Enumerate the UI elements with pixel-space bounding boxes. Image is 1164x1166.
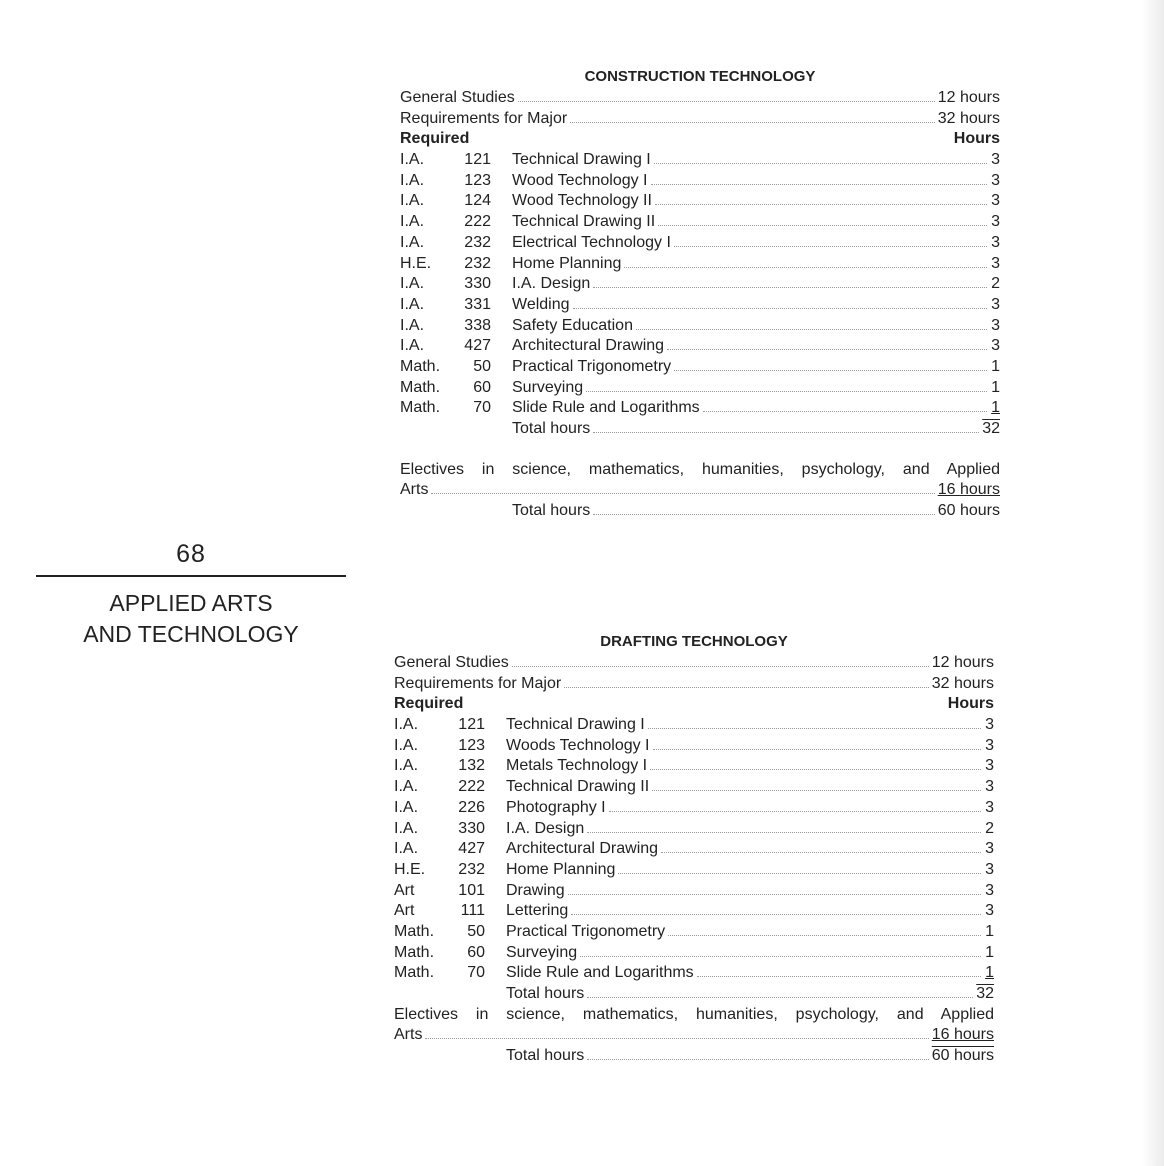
- dot-leader: [570, 121, 935, 123]
- course-row: [400, 150, 1000, 171]
- major-requirements-hours: 32 hours: [931, 674, 994, 692]
- total-value: 32: [982, 420, 1000, 437]
- dot-leader: [512, 665, 929, 667]
- grand-total-value: 60 hours: [931, 1047, 994, 1065]
- course-dept: I.A.: [400, 275, 425, 293]
- scan-edge-shadow: [1142, 0, 1164, 1166]
- course-name-cell: [506, 798, 994, 819]
- course-name-cell: [506, 756, 994, 777]
- dot-leader: [580, 955, 981, 957]
- dot-leader: [593, 431, 979, 433]
- course-row: [394, 839, 994, 860]
- dot-leader: [654, 162, 987, 164]
- course-hours: 3: [991, 233, 1000, 251]
- course-name: Slide Rule and Logarithms: [512, 399, 700, 417]
- total-label: Total hours: [506, 985, 585, 1002]
- required-label: Required: [394, 695, 464, 713]
- course-number: 50: [467, 922, 485, 940]
- course-name-cell: [506, 963, 994, 984]
- total-row: [394, 984, 994, 1005]
- dot-leader: [568, 893, 981, 895]
- electives-line2-row: [400, 480, 1000, 501]
- course-dept: I.A.: [400, 337, 425, 355]
- major-requirements-row: [400, 109, 1000, 130]
- course-number: 132: [458, 757, 485, 775]
- course-hours: 3: [985, 840, 994, 858]
- grand-total-row: [394, 1046, 994, 1067]
- required-header-row: [394, 694, 994, 715]
- drafting-technology-program: [394, 631, 994, 1067]
- course-number: 70: [473, 399, 491, 417]
- dot-leader: [667, 348, 987, 350]
- course-row: [400, 357, 1000, 378]
- program-title: DRAFTING TECHNOLOGY: [600, 633, 788, 650]
- course-row: [400, 378, 1000, 399]
- course-hours: 3: [991, 295, 1000, 313]
- course-number: 338: [464, 316, 491, 334]
- total-row: [400, 419, 1000, 440]
- dot-leader: [593, 513, 934, 515]
- course-name: Wood Technology I: [512, 171, 648, 189]
- course-dept: I.A.: [394, 819, 419, 837]
- course-name: Technical Drawing II: [512, 213, 656, 231]
- course-row: [394, 922, 994, 943]
- course-hours: 3: [985, 881, 994, 899]
- course-row: [394, 777, 994, 798]
- course-number: 232: [458, 860, 485, 878]
- dot-leader: [573, 307, 987, 309]
- course-hours: 1: [991, 378, 1000, 396]
- course-number: 427: [464, 337, 491, 355]
- course-dept: I.A.: [400, 233, 425, 251]
- course-name: Architectural Drawing: [512, 337, 665, 355]
- course-name-cell: [512, 336, 1000, 357]
- hours-label: Hours: [947, 695, 994, 713]
- course-hours: 1: [985, 922, 994, 940]
- spacer: [400, 440, 1000, 460]
- general-studies-hours: 12 hours: [937, 89, 1000, 106]
- course-list: [394, 715, 994, 984]
- course-name-cell: [506, 860, 994, 881]
- course-name-cell: [512, 254, 1000, 275]
- course-dept: H.E.: [394, 860, 426, 878]
- course-name: Drawing: [506, 881, 565, 899]
- course-row: [394, 756, 994, 777]
- course-row: [400, 254, 1000, 275]
- course-name: Photography I: [506, 798, 606, 816]
- major-requirements-label: Requirements for Major: [394, 674, 562, 692]
- course-row: [400, 212, 1000, 233]
- course-hours: 3: [985, 860, 994, 878]
- electives-line2: Arts: [400, 481, 429, 499]
- course-name: Technical Drawing II: [506, 778, 650, 796]
- course-name-cell: [512, 274, 1000, 295]
- course-name-cell: [506, 943, 994, 964]
- course-dept: I.A.: [394, 798, 419, 816]
- dot-leader: [697, 975, 981, 977]
- dot-leader: [652, 789, 981, 791]
- course-name: Slide Rule and Logarithms: [506, 964, 694, 982]
- course-dept: I.A.: [400, 171, 425, 189]
- course-row: [400, 171, 1000, 192]
- course-dept: I.A.: [400, 295, 425, 313]
- course-dept: Art: [394, 902, 415, 920]
- course-number: 222: [464, 213, 491, 231]
- course-name-cell: [506, 922, 994, 943]
- course-name-cell: [506, 777, 994, 798]
- course-dept: Math.: [394, 943, 435, 961]
- course-name: Woods Technology I: [506, 736, 650, 754]
- course-name-cell: [512, 357, 1000, 378]
- course-hours: 1: [985, 943, 994, 961]
- electives-line1: Electives in science, mathematics, humanities, psychology, and Applied: [400, 460, 1000, 478]
- major-requirements-row: [394, 674, 994, 695]
- course-row: [394, 963, 994, 984]
- course-dept: Math.: [400, 399, 441, 417]
- course-row: [400, 398, 1000, 419]
- dot-leader: [609, 810, 981, 812]
- course-number: 70: [467, 964, 485, 982]
- course-name: I.A. Design: [512, 275, 591, 293]
- dot-leader: [587, 1058, 928, 1060]
- course-number: 331: [464, 295, 491, 313]
- course-name-cell: [512, 212, 1000, 233]
- course-number: 101: [458, 881, 485, 899]
- grand-total-label: Total hours: [506, 1047, 585, 1065]
- general-studies-label: General Studies: [400, 89, 515, 106]
- course-dept: I.A.: [394, 840, 419, 858]
- dot-leader: [703, 410, 987, 412]
- course-name: Technical Drawing I: [512, 151, 651, 169]
- course-hours: 3: [991, 254, 1000, 272]
- course-number: 123: [458, 736, 485, 754]
- course-name-cell: [512, 150, 1000, 171]
- course-number: 226: [458, 798, 485, 816]
- course-number: 427: [458, 840, 485, 858]
- course-name: Surveying: [512, 378, 584, 396]
- page-number: 68: [176, 540, 206, 568]
- dot-leader: [431, 492, 934, 494]
- course-number: 121: [464, 151, 491, 169]
- course-hours: 3: [985, 778, 994, 796]
- course-hours: 3: [991, 316, 1000, 334]
- course-dept: I.A.: [400, 213, 425, 231]
- dot-leader: [653, 748, 982, 750]
- general-studies-hours: 12 hours: [931, 654, 994, 671]
- course-row: [394, 715, 994, 736]
- course-number: 232: [464, 233, 491, 251]
- hours-label: Hours: [953, 130, 1000, 148]
- dot-leader: [661, 851, 981, 853]
- dot-leader: [586, 390, 987, 392]
- course-name: Technical Drawing I: [506, 716, 645, 734]
- dot-leader: [587, 996, 973, 998]
- electives-line2: Arts: [394, 1026, 423, 1044]
- dot-leader: [655, 203, 987, 205]
- course-name-cell: [512, 171, 1000, 192]
- dot-leader: [593, 286, 987, 288]
- total-label: Total hours: [512, 420, 591, 437]
- course-hours: 1: [985, 964, 994, 982]
- course-hours: 1: [991, 357, 1000, 375]
- course-dept: I.A.: [394, 778, 419, 796]
- course-name-cell: [506, 736, 994, 757]
- course-row: [400, 336, 1000, 357]
- course-list: [400, 150, 1000, 419]
- section-title-line1: APPLIED ARTS: [109, 590, 273, 616]
- course-name-cell: [512, 191, 1000, 212]
- course-dept: Math.: [400, 357, 441, 375]
- course-dept: Math.: [400, 378, 441, 396]
- grand-total-value: 60 hours: [937, 502, 1000, 520]
- course-hours: 3: [991, 337, 1000, 355]
- course-row: [400, 316, 1000, 337]
- dot-leader: [624, 266, 987, 268]
- course-name-cell: [506, 901, 994, 922]
- dot-leader: [668, 934, 981, 936]
- course-name-cell: [512, 398, 1000, 419]
- course-number: 60: [467, 943, 485, 961]
- course-row: [400, 295, 1000, 316]
- course-hours: 3: [985, 757, 994, 775]
- course-name-cell: [506, 839, 994, 860]
- course-row: [400, 191, 1000, 212]
- course-hours: 2: [991, 275, 1000, 293]
- dot-leader: [674, 369, 987, 371]
- dot-leader: [658, 224, 987, 226]
- dot-leader: [650, 768, 981, 770]
- course-number: 330: [458, 819, 485, 837]
- course-dept: I.A.: [394, 757, 419, 775]
- dot-leader: [425, 1037, 928, 1039]
- program-title: CONSTRUCTION TECHNOLOGY: [584, 68, 816, 85]
- course-name-cell: [506, 819, 994, 840]
- course-number: 50: [473, 357, 491, 375]
- course-name: Lettering: [506, 902, 569, 920]
- general-studies-row: [394, 653, 994, 674]
- major-requirements-hours: 32 hours: [937, 109, 1000, 127]
- course-name: Home Planning: [512, 254, 622, 272]
- sidebar-rule: [36, 575, 346, 577]
- course-row: [394, 901, 994, 922]
- grand-total-label: Total hours: [512, 502, 591, 520]
- course-name-cell: [512, 295, 1000, 316]
- course-name-cell: [506, 715, 994, 736]
- course-hours: 3: [985, 736, 994, 754]
- electives-line1: Electives in science, mathematics, humanities, psychology, and Applied: [394, 1005, 994, 1023]
- course-row: [394, 819, 994, 840]
- total-value: 32: [976, 985, 994, 1002]
- course-hours: 2: [985, 819, 994, 837]
- dot-leader: [571, 913, 981, 915]
- course-name-cell: [512, 233, 1000, 254]
- electives-hours: 16 hours: [937, 481, 1000, 499]
- dot-leader: [587, 831, 981, 833]
- course-name: Practical Trigonometry: [512, 357, 672, 375]
- course-row: [394, 943, 994, 964]
- general-studies-row: [400, 88, 1000, 109]
- course-row: [400, 233, 1000, 254]
- required-header-row: [400, 129, 1000, 150]
- course-number: 121: [458, 716, 485, 734]
- course-dept: H.E.: [400, 254, 432, 272]
- section-title: [36, 588, 346, 650]
- course-name: Metals Technology I: [506, 757, 648, 775]
- course-name-cell: [506, 881, 994, 902]
- course-name: Safety Education: [512, 316, 633, 334]
- course-name: Home Planning: [506, 860, 616, 878]
- course-hours: 3: [991, 192, 1000, 210]
- course-name: Welding: [512, 295, 570, 313]
- course-number: 124: [464, 192, 491, 210]
- course-name: Wood Technology II: [512, 192, 652, 210]
- course-hours: 3: [985, 798, 994, 816]
- course-dept: I.A.: [400, 151, 425, 169]
- required-label: Required: [400, 130, 470, 148]
- course-dept: I.A.: [400, 192, 425, 210]
- course-hours: 3: [985, 902, 994, 920]
- general-studies-label: General Studies: [394, 654, 509, 671]
- course-row: [400, 274, 1000, 295]
- course-hours: 3: [991, 171, 1000, 189]
- course-row: [394, 860, 994, 881]
- course-row: [394, 881, 994, 902]
- course-row: [394, 736, 994, 757]
- course-dept: Math.: [394, 922, 435, 940]
- course-hours: 3: [985, 716, 994, 734]
- electives-hours: 16 hours: [931, 1026, 994, 1044]
- course-name-cell: [512, 316, 1000, 337]
- course-number: 232: [464, 254, 491, 272]
- course-name: Architectural Drawing: [506, 840, 659, 858]
- course-number: 330: [464, 275, 491, 293]
- course-hours: 3: [991, 213, 1000, 231]
- course-hours: 1: [991, 399, 1000, 417]
- course-name: I.A. Design: [506, 819, 585, 837]
- course-dept: I.A.: [400, 316, 425, 334]
- course-number: 60: [473, 378, 491, 396]
- course-name: Electrical Technology I: [512, 233, 671, 251]
- course-dept: I.A.: [394, 716, 419, 734]
- course-name: Practical Trigonometry: [506, 922, 666, 940]
- dot-leader: [651, 183, 988, 185]
- grand-total-row: [400, 501, 1000, 522]
- section-title-line2: AND TECHNOLOGY: [83, 621, 299, 647]
- course-row: [394, 798, 994, 819]
- dot-leader: [648, 727, 981, 729]
- course-dept: I.A.: [394, 736, 419, 754]
- course-dept: Math.: [394, 964, 435, 982]
- course-hours: 3: [991, 151, 1000, 169]
- course-number: 123: [464, 171, 491, 189]
- course-dept: Art: [394, 881, 415, 899]
- dot-leader: [564, 686, 929, 688]
- dot-leader: [674, 245, 987, 247]
- dot-leader: [518, 100, 935, 102]
- major-requirements-label: Requirements for Major: [400, 109, 568, 127]
- construction-technology-program: [400, 66, 1000, 522]
- dot-leader: [618, 872, 981, 874]
- course-name: Surveying: [506, 943, 578, 961]
- electives-line2-row: [394, 1025, 994, 1046]
- course-name-cell: [512, 378, 1000, 399]
- course-number: 222: [458, 778, 485, 796]
- course-number: 111: [460, 902, 485, 920]
- dot-leader: [636, 328, 987, 330]
